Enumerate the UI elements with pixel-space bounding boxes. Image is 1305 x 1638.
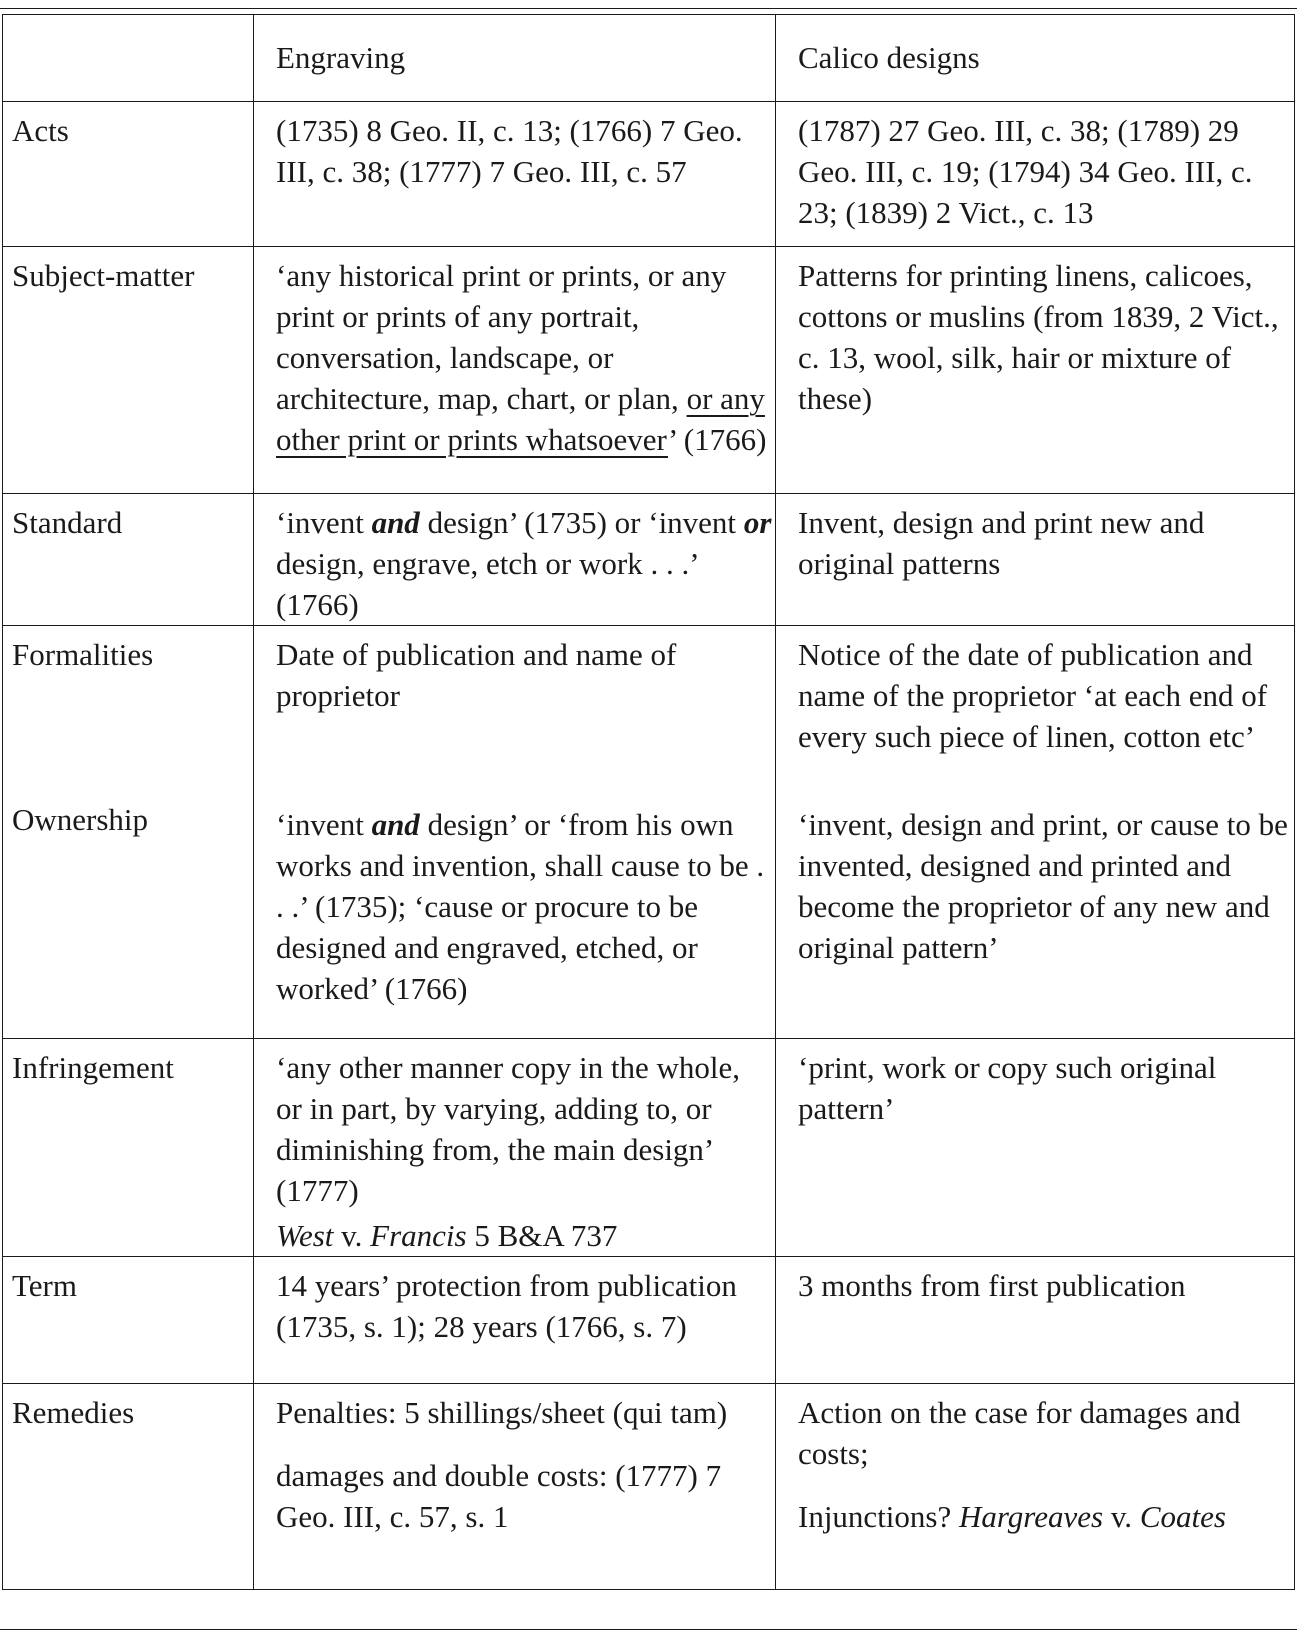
standard-text-a: ‘invent <box>276 505 372 540</box>
remedies-case-party-2: Coates <box>1139 1499 1226 1534</box>
row-label: Infringement <box>3 1039 254 1257</box>
acts-calico: (1787) 27 Geo. III, c. 38; (1789) 29 Geo. III, c. 19; (1794) 34 Geo. III, c. 23; (1839) 2 Vict., c. 13 <box>776 102 1295 247</box>
standard-text-c: design, engrave, etch or work . . .’ (1766) <box>276 546 698 622</box>
comparison-table <box>2 14 1295 1590</box>
subject-engraving-year: ’ (1766) <box>668 422 767 457</box>
ownership-engraving <box>276 804 773 1009</box>
term-calico: 3 months from first publication <box>776 1257 1295 1384</box>
case-party-2: Francis <box>370 1218 467 1253</box>
row-label: Subject-matter <box>3 247 254 494</box>
subject-engraving-text: ‘any historical print or prints, or any print or prints of any portrait, conversation, landscape, or architecture, map, chart, or plan, <box>276 258 727 416</box>
formalities-ownership-calico <box>776 626 1295 1039</box>
case-versus: v. <box>333 1218 371 1253</box>
remedies-calico-2 <box>798 1496 1292 1537</box>
remedies-engraving-1: Penalties: 5 shillings/sheet (qui tam) <box>276 1395 728 1430</box>
row-formalities-ownership <box>3 626 1295 1039</box>
standard-text-b: design’ (1735) or ‘invent <box>419 505 744 540</box>
row-label: Remedies <box>3 1384 254 1590</box>
remedies-case-party-1: Hargreaves <box>959 1499 1104 1534</box>
case-citation: 5 B&A 737 <box>466 1218 618 1253</box>
infringement-engraving <box>254 1039 776 1257</box>
formalities-calico: Notice of the date of publication and name of the proprietor ‘at each end of every such piece of linen, cotton etc’ <box>798 637 1268 754</box>
formalities-ownership-engraving <box>254 626 776 1039</box>
ownership-text-a: ‘invent <box>276 807 372 842</box>
ownership-text-b: design’ or ‘from his own works and invention, shall cause to be . . .’ (1735); ‘cause or procure to be designed and engraved, etched, or worked’ (1766) <box>276 807 765 1006</box>
remedies-engraving <box>254 1384 776 1590</box>
standard-or-emphasis: or <box>743 505 772 540</box>
case-party-1: West <box>276 1218 334 1253</box>
infringement-engraving-text: ‘any other manner copy in the whole, or in part, by varying, adding to, or diminishing from, the main design’ (1777) <box>276 1050 740 1208</box>
row-remedies <box>3 1384 1295 1590</box>
standard-engraving <box>254 494 776 626</box>
remedies-injunctions: Injunctions? <box>798 1499 959 1534</box>
subject-engraving-underlined: or any other print or prints whatsoever <box>276 381 765 457</box>
remedies-engraving-2: damages and double costs: (1777) 7 Geo. III, c. 57, s. 1 <box>276 1458 722 1534</box>
infringement-case <box>276 1215 773 1256</box>
row-label-ownership: Ownership <box>12 802 149 837</box>
row-label: Acts <box>3 102 254 247</box>
subject-engraving <box>254 247 776 494</box>
row-label: Standard <box>3 494 254 626</box>
row-label: Term <box>3 1257 254 1384</box>
standard-and-emphasis: and <box>371 505 420 540</box>
row-label-formalities: Formalities <box>12 637 154 672</box>
row-acts <box>3 102 1295 247</box>
formalities-ownership-labels <box>3 626 254 1039</box>
row-infringement <box>3 1039 1295 1257</box>
header-calico: Calico designs <box>776 15 1295 102</box>
acts-engraving: (1735) 8 Geo. II, c. 13; (1766) 7 Geo. III, c. 38; (1777) 7 Geo. III, c. 57 <box>254 102 776 247</box>
bottom-rule-outer <box>0 1629 1297 1630</box>
formalities-engraving: Date of publication and name of proprietor <box>276 637 677 713</box>
header-blank-cell <box>3 15 254 102</box>
row-standard <box>3 494 1295 626</box>
top-rule-outer <box>0 8 1297 9</box>
remedies-calico-1: Action on the case for damages and costs; <box>798 1395 1241 1471</box>
infringement-calico: ‘print, work or copy such original pattern’ <box>776 1039 1295 1257</box>
header-engraving: Engraving <box>254 15 776 102</box>
header-row <box>3 15 1295 102</box>
row-subject-matter <box>3 247 1295 494</box>
standard-calico: Invent, design and print new and original patterns <box>776 494 1295 626</box>
subject-calico: Patterns for printing linens, calicoes, cottons or muslins (from 1839, 2 Vict., c. 13, wool, silk, hair or mixture of these) <box>776 247 1295 494</box>
remedies-calico <box>776 1384 1295 1590</box>
remedies-case-versus: v. <box>1103 1499 1140 1534</box>
term-engraving: 14 years’ protection from publication (1735, s. 1); 28 years (1766, s. 7) <box>254 1257 776 1384</box>
ownership-and-emphasis: and <box>371 807 420 842</box>
row-term <box>3 1257 1295 1384</box>
ownership-calico: ‘invent, design and print, or cause to be invented, designed and printed and become the proprietor of any new and original pattern’ <box>798 807 1288 965</box>
